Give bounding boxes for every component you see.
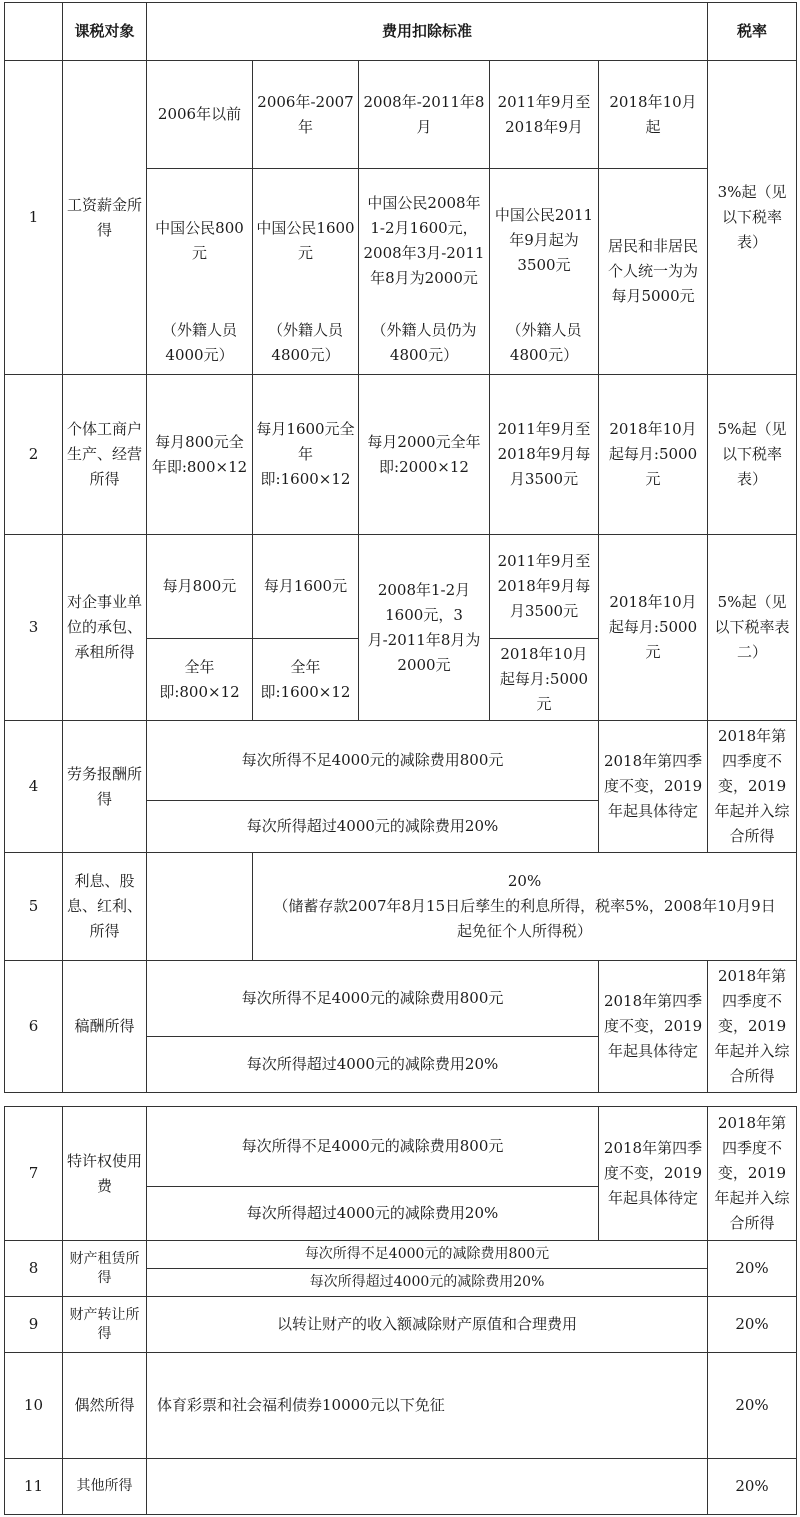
- row-object: 对企事业单位的承包、承租所得: [63, 535, 147, 721]
- standard-note: 2018年第四季度不变，2019年起具体待定: [599, 961, 708, 1093]
- header-num-cell: [5, 3, 63, 61]
- row-object: 财产租赁所得: [63, 1241, 147, 1297]
- amount-cell: 中国公民2008年1-2月1600元，2008年3月-2011年8月为2000元: [359, 169, 490, 313]
- row-number: 2: [5, 375, 63, 535]
- standard-cell: 每月800元全年即:800×12: [147, 375, 253, 535]
- amount-cell: 中国公民1600元: [253, 169, 359, 313]
- foreign-note: （外籍人员4800元）: [253, 313, 359, 375]
- row-number: 6: [5, 961, 63, 1093]
- standard-cell: 2011年9月至2018年9月每月3500元: [490, 375, 599, 535]
- table-row: [5, 1107, 797, 1187]
- table-row: [5, 1459, 797, 1515]
- row-object: 利息、股息、红利、所得: [63, 853, 147, 961]
- foreign-note: （外籍人员4800元）: [490, 313, 599, 375]
- table-row: [5, 961, 797, 1037]
- period-cell: 2006年-2007年: [253, 61, 359, 169]
- row-object: 其他所得: [63, 1459, 147, 1515]
- standard-cell: 2018年10月起每月:5000元: [490, 639, 599, 721]
- standard-cell: 全年即:800×12: [147, 639, 253, 721]
- standard-under: 每次所得不足4000元的减除费用800元: [147, 1241, 708, 1269]
- empty-cell: [147, 853, 253, 961]
- period-cell: 2008年-2011年8月: [359, 61, 490, 169]
- row-number: 10: [5, 1353, 63, 1459]
- period-cell: 2011年9月至2018年9月: [490, 61, 599, 169]
- tax-table-part-1: [4, 2, 797, 1093]
- tax-table-part-2: [4, 1106, 797, 1515]
- header-object: 课税对象: [63, 3, 147, 61]
- row-object: 特许权使用费: [63, 1107, 147, 1241]
- header-standard: 费用扣除标准: [147, 3, 708, 61]
- interest-rate: 20%: [507, 872, 542, 890]
- standard-cell: 全年即:1600×12: [253, 639, 359, 721]
- row-rate: 20%: [708, 1353, 797, 1459]
- standard-cell: 每月2000元全年即:2000×12: [359, 375, 490, 535]
- interest-detail: （储蓄存款2007年8月15日后孳生的利息所得，税率5%，2008年10月9日起免征个人所得税）: [273, 897, 776, 940]
- standard-cell: 2008年1-2月1600元，3月-2011年8月为2000元: [359, 535, 490, 721]
- row-number: 1: [5, 61, 63, 375]
- amount-cell: 居民和非居民个人统一为为每月5000元: [599, 169, 708, 375]
- standard-cell: 每月1600元全年即:1600×12: [253, 375, 359, 535]
- row-number: 4: [5, 721, 63, 853]
- header-row: [5, 3, 797, 61]
- amount-cell: 中国公民800元: [147, 169, 253, 313]
- standard-under: 每次所得不足4000元的减除费用800元: [147, 1107, 599, 1187]
- row-rate: 20%: [708, 1459, 797, 1515]
- row-rate: 2018年第四季度不变，2019年起并入综合所得: [708, 961, 797, 1093]
- foreign-note: （外籍人员4000元）: [147, 313, 253, 375]
- row-rate: 3%起（见以下税率表）: [708, 61, 797, 375]
- row-number: 5: [5, 853, 63, 961]
- table-row: [5, 535, 797, 639]
- row-object: 工资薪金所得: [63, 61, 147, 375]
- row-rate: 2018年第四季度不变，2019年起并入综合所得: [708, 1107, 797, 1241]
- row-number: 8: [5, 1241, 63, 1297]
- row-rate: 5%起（见以下税率表二）: [708, 535, 797, 721]
- row-number: 7: [5, 1107, 63, 1241]
- period-cell: 2018年10月起: [599, 61, 708, 169]
- standard-under: 每次所得不足4000元的减除费用800元: [147, 961, 599, 1037]
- row-number: 3: [5, 535, 63, 721]
- period-cell: 2006年以前: [147, 61, 253, 169]
- row-rate: 20%: [708, 1241, 797, 1297]
- table-row: [5, 1297, 797, 1353]
- standard-cell: [147, 1459, 708, 1515]
- row-object: 偶然所得: [63, 1353, 147, 1459]
- row-object: 稿酬所得: [63, 961, 147, 1093]
- standard-under: 每次所得不足4000元的减除费用800元: [147, 721, 599, 801]
- table-row: [5, 853, 797, 961]
- standard-note: 2018年第四季度不变，2019年起具体待定: [599, 721, 708, 853]
- standard-cell: 以转让财产的收入额减除财产原值和合理费用: [147, 1297, 708, 1353]
- amount-cell: 中国公民2011年9月起为3500元: [490, 169, 599, 313]
- table-row: [5, 1353, 797, 1459]
- standard-over: 每次所得超过4000元的减除费用20%: [147, 1269, 708, 1297]
- standard-cell: 体育彩票和社会福利债券10000元以下免征: [147, 1353, 708, 1459]
- row-object: 财产转让所得: [63, 1297, 147, 1353]
- table-row: [5, 1241, 797, 1269]
- standard-over: 每次所得超过4000元的减除费用20%: [147, 1037, 599, 1093]
- table-row: [5, 721, 797, 801]
- row-object: 劳务报酬所得: [63, 721, 147, 853]
- standard-cell: 2018年10月起每月:5000元: [599, 375, 708, 535]
- table-row: [5, 375, 797, 535]
- table-row: [5, 61, 797, 169]
- standard-over: 每次所得超过4000元的减除费用20%: [147, 1187, 599, 1241]
- foreign-note: （外籍人员仍为4800元）: [359, 313, 490, 375]
- standard-cell: 2011年9月至2018年9月每月3500元: [490, 535, 599, 639]
- standard-note: 2018年第四季度不变，2019年起具体待定: [599, 1107, 708, 1241]
- standard-cell: 每月1600元: [253, 535, 359, 639]
- standard-cell: 2018年10月起每月:5000元: [599, 535, 708, 721]
- row-rate: 20%: [708, 1297, 797, 1353]
- row-rate: 5%起（见以下税率表）: [708, 375, 797, 535]
- standard-cell: 每月800元: [147, 535, 253, 639]
- row-rate: 2018年第四季度不变，2019年起并入综合所得: [708, 721, 797, 853]
- row-object: 个体工商户生产、经营所得: [63, 375, 147, 535]
- standard-over: 每次所得超过4000元的减除费用20%: [147, 801, 599, 853]
- header-rate: 税率: [708, 3, 797, 61]
- interest-cell: [253, 853, 797, 961]
- row-number: 11: [5, 1459, 63, 1515]
- row-number: 9: [5, 1297, 63, 1353]
